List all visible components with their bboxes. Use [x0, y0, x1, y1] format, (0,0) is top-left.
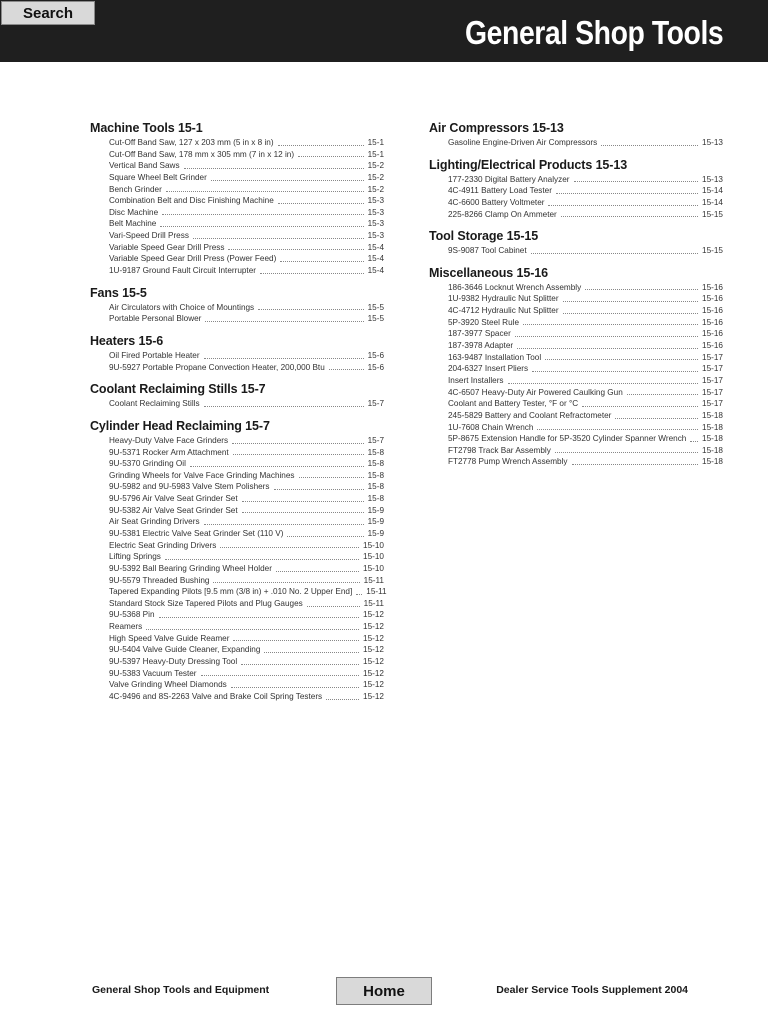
- entry-label: Square Wheel Belt Grinder: [109, 172, 207, 182]
- entry-label: Bench Grinder: [109, 184, 162, 194]
- dot-leader: [561, 216, 698, 217]
- dot-leader: [601, 145, 698, 146]
- entry-label: 4C-6507 Heavy-Duty Air Powered Caulking Gun: [448, 387, 623, 397]
- dot-leader: [615, 418, 698, 419]
- entry-page-number: 15-7: [367, 435, 384, 445]
- entry-label: Reamers: [109, 622, 143, 632]
- dot-leader: [517, 348, 698, 349]
- entry-page-number: 15-10: [363, 540, 384, 550]
- section-heading[interactable]: Lighting/Electrical Products 15-13: [429, 157, 628, 172]
- dot-leader: [232, 443, 364, 444]
- toc-entry[interactable]: [109, 362, 384, 374]
- toc-entry[interactable]: [109, 691, 384, 703]
- entry-page-number: 15-13: [702, 174, 723, 184]
- entry-label: Air Circulators with Choice of Mountings: [109, 302, 255, 312]
- entry-page-number: 15-12: [363, 691, 384, 701]
- section-heading[interactable]: Coolant Reclaiming Stills 15-7: [90, 382, 266, 397]
- entry-label: 225-8266 Clamp On Ammeter: [448, 209, 557, 219]
- toc-entry[interactable]: [109, 598, 384, 610]
- toc-entry[interactable]: [109, 679, 384, 691]
- toc-entry[interactable]: [448, 328, 723, 340]
- entry-label: Air Seat Grinding Drivers: [109, 517, 200, 527]
- entry-page-number: 15-1: [367, 149, 384, 159]
- dot-leader: [555, 452, 698, 453]
- search-button[interactable]: Search: [1, 1, 95, 25]
- dot-leader: [146, 629, 359, 630]
- entry-page-number: 15-18: [702, 434, 723, 444]
- entry-page-number: 15-6: [367, 350, 384, 360]
- footer-section-title: General Shop Tools and Equipment: [92, 984, 270, 996]
- dot-leader: [165, 559, 359, 560]
- toc-entry[interactable]: [109, 563, 384, 575]
- entry-label: 9U-5381 Electric Valve Seat Grinder Set (110 V): [109, 529, 284, 538]
- dot-leader: [201, 675, 360, 676]
- entry-list: [448, 174, 723, 221]
- toc-entry[interactable]: [448, 456, 723, 468]
- toc-entry[interactable]: [109, 516, 384, 528]
- dot-leader: [264, 652, 359, 653]
- toc-entry[interactable]: [448, 282, 723, 294]
- dot-leader: [258, 309, 363, 310]
- entry-label: 9U-5579 Threaded Bushing: [109, 575, 210, 585]
- toc-entry[interactable]: [109, 350, 384, 362]
- dot-leader: [298, 156, 364, 157]
- section-heading[interactable]: Heaters 15-6: [90, 333, 164, 348]
- entry-label: Grinding Wheels for Valve Face Grinding Machines: [109, 470, 295, 480]
- entry-label: 9U-5371 Rocker Arm Attachment: [109, 447, 229, 457]
- entry-label: 177-2330 Digital Battery Analyzer: [448, 174, 570, 184]
- entry-page-number: 15-18: [702, 422, 723, 432]
- toc-section: [90, 333, 384, 373]
- entry-page-number: 15-17: [702, 352, 723, 362]
- entry-list: [109, 435, 387, 703]
- dot-leader: [278, 203, 364, 204]
- toc-entry[interactable]: [109, 610, 384, 622]
- toc-entry[interactable]: [109, 435, 384, 447]
- entry-page-number: 15-2: [367, 172, 384, 182]
- toc-entry[interactable]: [109, 505, 384, 517]
- toc-entry[interactable]: [448, 245, 723, 257]
- entry-label: 9U-5382 Air Valve Seat Grinder Set: [109, 505, 238, 515]
- entry-label: FT2798 Track Bar Assembly: [448, 445, 551, 455]
- toc-entry[interactable]: [109, 230, 384, 242]
- entry-label: 187-3978 Adapter: [448, 341, 514, 351]
- section-heading[interactable]: Machine Tools 15-1: [90, 121, 203, 135]
- toc-section: [429, 120, 723, 149]
- entry-page-number: 15-6: [367, 362, 384, 372]
- toc-entry[interactable]: [448, 340, 723, 352]
- entry-label: 4C-4712 Hydraulic Nut Splitter: [448, 306, 559, 316]
- entry-label: 5P-8675 Extension Handle for 5P-3520 Cylinder Spanner Wrench: [448, 434, 687, 444]
- dot-leader: [532, 371, 698, 372]
- dot-leader: [537, 429, 698, 430]
- entry-label: 1U-9382 Hydraulic Nut Splitter: [448, 294, 559, 304]
- entry-page-number: 15-12: [363, 610, 384, 620]
- dot-leader: [241, 664, 359, 665]
- dot-leader: [572, 464, 699, 465]
- entry-page-number: 15-1: [367, 137, 384, 147]
- entry-label: Standard Stock Size Tapered Pilots and Plug Gauges: [109, 598, 303, 608]
- entry-label: 4C-9496 and 8S-2263 Valve and Brake Coil Spring Testers: [109, 691, 323, 701]
- dot-leader: [515, 336, 698, 337]
- dot-leader: [563, 313, 698, 314]
- entry-page-number: 15-4: [367, 254, 384, 264]
- toc-section: [429, 228, 723, 257]
- entry-list: [109, 398, 384, 410]
- toc-entry[interactable]: [109, 398, 384, 410]
- entry-label: Gasoline Engine-Driven Air Compressors: [448, 137, 598, 147]
- section-heading[interactable]: Tool Storage 15-15: [429, 229, 539, 244]
- entry-label: Variable Speed Gear Drill Press: [109, 242, 225, 252]
- toc-entry[interactable]: [109, 207, 384, 219]
- entry-label: Valve Grinding Wheel Diamonds: [109, 680, 227, 690]
- toc-entry[interactable]: [109, 172, 384, 184]
- entry-page-number: 15-11: [363, 575, 384, 585]
- toc-entry[interactable]: [109, 313, 384, 325]
- entry-label: 9U-5392 Ball Bearing Grinding Wheel Holder: [109, 563, 272, 573]
- dot-leader: [204, 406, 364, 407]
- entry-label: Disc Machine: [109, 207, 159, 217]
- entry-page-number: 15-16: [702, 341, 723, 351]
- toc-section: [429, 157, 723, 221]
- page-title: General Shop Tools: [464, 14, 723, 51]
- dot-leader: [220, 547, 359, 548]
- toc-entry[interactable]: [109, 253, 384, 265]
- toc-entry[interactable]: [109, 242, 384, 254]
- entry-page-number: 15-16: [702, 306, 723, 316]
- entry-label: FT2778 Pump Wrench Assembly: [448, 457, 568, 467]
- entry-page-number: 15-7: [367, 399, 384, 409]
- toc-entry[interactable]: [109, 644, 384, 656]
- dot-leader: [260, 273, 364, 274]
- entry-page-number: 15-15: [702, 246, 723, 256]
- dot-leader: [184, 168, 364, 169]
- entry-page-number: 15-12: [363, 668, 384, 678]
- entry-page-number: 15-18: [702, 410, 723, 420]
- entry-page-number: 15-8: [367, 482, 384, 492]
- entry-page-number: 15-9: [367, 517, 384, 527]
- entry-label: Vari-Speed Drill Press: [109, 231, 189, 241]
- entry-label: 9U-5368 Pin: [109, 610, 155, 620]
- dot-leader: [523, 324, 698, 325]
- entry-page-number: 15-4: [367, 242, 384, 252]
- entry-label: Lifting Springs: [109, 552, 161, 562]
- toc-entry[interactable]: [109, 470, 384, 482]
- dot-leader: [287, 536, 363, 537]
- entry-label: 9U-5796 Air Valve Seat Grinder Set: [109, 494, 238, 504]
- dot-leader: [193, 238, 364, 239]
- dot-leader: [280, 261, 363, 262]
- dot-leader: [242, 501, 364, 502]
- entry-label: Variable Speed Gear Drill Press (Power Feed): [109, 254, 277, 264]
- entry-page-number: 15-16: [702, 329, 723, 339]
- entry-page-number: 15-8: [367, 494, 384, 504]
- entry-label: 9U-5397 Heavy-Duty Dressing Tool: [109, 657, 238, 667]
- entry-list: [448, 245, 723, 257]
- entry-page-number: 15-3: [367, 231, 384, 241]
- toc-entry[interactable]: [109, 458, 384, 470]
- entry-label: Heavy-Duty Valve Face Grinders: [109, 435, 229, 445]
- header-bar: [0, 0, 768, 62]
- toc-entry[interactable]: [109, 137, 384, 149]
- toc-entry[interactable]: [448, 422, 723, 434]
- dot-leader: [242, 512, 364, 513]
- entry-page-number: 15-11: [363, 598, 384, 608]
- dot-leader: [204, 358, 364, 359]
- dot-leader: [160, 226, 363, 227]
- toc-entry[interactable]: [109, 218, 384, 230]
- entry-page-number: 15-16: [702, 282, 723, 292]
- dot-leader: [548, 205, 698, 206]
- toc-section: [90, 120, 384, 277]
- entry-page-number: 15-11: [366, 587, 387, 597]
- toc-entry[interactable]: [109, 575, 384, 587]
- entry-page-number: 15-8: [367, 459, 384, 469]
- dot-leader: [508, 383, 699, 384]
- entry-page-number: 15-16: [702, 294, 723, 304]
- dot-leader: [233, 640, 359, 641]
- entry-label: Cut-Off Band Saw, 127 x 203 mm (5 in x 8 in): [109, 137, 274, 147]
- dot-leader: [307, 606, 360, 607]
- dot-leader: [166, 191, 364, 192]
- entry-label: Electric Seat Grinding Drivers: [109, 540, 217, 550]
- entry-label: Cut-Off Band Saw, 178 mm x 305 mm (7 in x 12 in): [109, 149, 295, 159]
- entry-label: Coolant and Battery Tester, °F or °C: [448, 399, 579, 409]
- entry-label: Portable Personal Blower: [109, 314, 202, 324]
- entry-page-number: 15-3: [367, 219, 384, 229]
- toc-left-column: [90, 120, 387, 711]
- toc-entry[interactable]: [448, 375, 723, 387]
- toc-entry[interactable]: [109, 586, 387, 598]
- toc-section: [90, 285, 384, 325]
- toc-entry[interactable]: [448, 398, 723, 410]
- dot-leader: [690, 441, 698, 442]
- dot-leader: [356, 594, 362, 595]
- dot-leader: [556, 193, 698, 194]
- dot-leader: [299, 477, 364, 478]
- entry-label: Combination Belt and Disc Finishing Machine: [109, 196, 274, 206]
- entry-label: Tapered Expanding Pilots [9.5 mm (3/8 in) + .010 No. 2 Upper End]: [109, 587, 353, 597]
- dot-leader: [531, 253, 698, 254]
- entry-page-number: 15-12: [363, 622, 384, 632]
- entry-label: 4C-4911 Battery Load Tester: [448, 186, 552, 196]
- toc-entry[interactable]: [448, 433, 723, 445]
- entry-page-number: 15-17: [702, 399, 723, 409]
- toc-section: [90, 418, 387, 703]
- toc-entry[interactable]: [109, 160, 384, 172]
- entry-page-number: 15-10: [363, 552, 384, 562]
- entry-page-number: 15-18: [702, 457, 723, 467]
- section-heading[interactable]: Fans 15-5: [90, 285, 147, 300]
- dot-leader: [228, 249, 363, 250]
- entry-label: Coolant Reclaiming Stills: [109, 399, 200, 409]
- section-heading[interactable]: Cylinder Head Reclaiming 15-7: [90, 418, 270, 433]
- entry-label: 9U-5982 and 9U-5983 Valve Stem Polishers: [109, 482, 270, 492]
- entry-page-number: 15-18: [702, 445, 723, 455]
- dot-leader: [204, 524, 364, 525]
- toc-entry[interactable]: [109, 149, 384, 161]
- entry-label: Vertical Band Saws: [109, 161, 180, 171]
- dot-leader: [574, 181, 699, 182]
- toc-entry[interactable]: [109, 481, 384, 493]
- entry-label: Insert Installers: [448, 375, 504, 385]
- section-heading[interactable]: Miscellaneous 15-16: [429, 265, 548, 280]
- entry-page-number: 15-16: [702, 317, 723, 327]
- toc-entry[interactable]: [109, 184, 384, 196]
- entry-label: High Speed Valve Guide Reamer: [109, 633, 230, 643]
- entry-page-number: 15-15: [702, 209, 723, 219]
- entry-label: Oil Fired Portable Heater: [109, 350, 200, 360]
- toc-entry[interactable]: [109, 528, 384, 540]
- entry-label: 5P-3920 Steel Rule: [448, 317, 520, 327]
- dot-leader: [274, 489, 364, 490]
- entry-label: 9U-5404 Valve Guide Cleaner, Expanding: [109, 645, 261, 655]
- entry-page-number: 15-12: [363, 633, 384, 643]
- entry-label: 204-6327 Insert Pliers: [448, 364, 529, 374]
- entry-label: Belt Machine: [109, 219, 157, 229]
- entry-label: 1U-7608 Chain Wrench: [448, 422, 534, 432]
- entry-page-number: 15-17: [702, 387, 723, 397]
- entry-label: 9U-5383 Vacuum Tester: [109, 668, 197, 678]
- entry-page-number: 15-9: [367, 505, 384, 515]
- entry-page-number: 15-17: [702, 364, 723, 374]
- entry-page-number: 15-8: [367, 470, 384, 480]
- dot-leader: [213, 582, 359, 583]
- toc-entry[interactable]: [109, 195, 384, 207]
- entry-page-number: 15-4: [367, 266, 384, 276]
- dot-leader: [190, 466, 364, 467]
- toc-entry[interactable]: [448, 137, 723, 149]
- footer-publication-title: Dealer Service Tools Supplement 2004: [496, 984, 688, 996]
- entry-page-number: 15-17: [702, 375, 723, 385]
- toc-entry[interactable]: [448, 363, 723, 375]
- entry-page-number: 15-12: [363, 680, 384, 690]
- entry-label: 186-3646 Locknut Wrench Assembly: [448, 282, 582, 292]
- entry-label: 4C-6600 Battery Voltmeter: [448, 197, 545, 207]
- toc-entry[interactable]: [448, 209, 723, 221]
- toc-entry[interactable]: [448, 317, 723, 329]
- toc-entry[interactable]: [109, 493, 384, 505]
- dot-leader: [205, 321, 363, 322]
- entry-page-number: 15-2: [367, 184, 384, 194]
- section-heading[interactable]: Air Compressors 15-13: [429, 121, 564, 135]
- toc-entry[interactable]: [448, 197, 723, 209]
- dot-leader: [233, 454, 364, 455]
- toc-right-column: [429, 120, 723, 476]
- toc-entry[interactable]: [448, 305, 723, 317]
- home-button[interactable]: Home: [336, 977, 432, 1005]
- entry-label: 245-5829 Battery and Coolant Refractometer: [448, 410, 612, 420]
- dot-leader: [159, 617, 360, 618]
- toc-entry[interactable]: [448, 293, 723, 305]
- toc-entry[interactable]: [448, 185, 723, 197]
- dot-leader: [326, 699, 359, 700]
- entry-label: 9S-9087 Tool Cabinet: [448, 246, 527, 256]
- entry-page-number: 15-5: [367, 314, 384, 324]
- toc-entry[interactable]: [448, 174, 723, 186]
- dot-leader: [545, 359, 698, 360]
- entry-label: 9U-5927 Portable Propane Convection Heater, 200,000 Btu: [109, 362, 325, 372]
- toc-entry[interactable]: [448, 352, 723, 364]
- toc-entry[interactable]: [448, 410, 723, 422]
- toc-entry[interactable]: [109, 668, 384, 680]
- entry-page-number: 15-12: [363, 657, 384, 667]
- entry-page-number: 15-8: [367, 447, 384, 457]
- dot-leader: [211, 180, 364, 181]
- entry-list: [448, 137, 723, 149]
- toc-entry[interactable]: [109, 551, 384, 563]
- dot-leader: [582, 406, 698, 407]
- toc-section: [90, 381, 384, 410]
- entry-page-number: 15-5: [367, 302, 384, 312]
- entry-label: 163-9487 Installation Tool: [448, 352, 542, 362]
- toc-entry[interactable]: [109, 265, 384, 277]
- entry-page-number: 15-14: [702, 197, 723, 207]
- dot-leader: [585, 289, 698, 290]
- dot-leader: [162, 214, 363, 215]
- toc-entry[interactable]: [109, 447, 384, 459]
- entry-page-number: 15-9: [367, 529, 384, 538]
- entry-page-number: 15-3: [367, 207, 384, 217]
- entry-page-number: 15-2: [367, 161, 384, 171]
- entry-list: [448, 282, 723, 468]
- dot-leader: [329, 369, 364, 370]
- dot-leader: [231, 687, 359, 688]
- entry-list: [109, 137, 384, 277]
- toc-entry[interactable]: [448, 387, 723, 399]
- dot-leader: [276, 571, 359, 572]
- entry-list: [109, 350, 384, 373]
- entry-page-number: 15-12: [363, 645, 384, 655]
- entry-page-number: 15-14: [702, 186, 723, 196]
- toc-entry[interactable]: [109, 302, 384, 314]
- entry-list: [109, 302, 384, 325]
- toc-entry[interactable]: [448, 445, 723, 457]
- entry-page-number: 15-13: [702, 137, 723, 147]
- entry-label: 9U-5370 Grinding Oil: [109, 459, 186, 469]
- dot-leader: [627, 394, 698, 395]
- entry-page-number: 15-10: [363, 563, 384, 573]
- entry-label: 187-3977 Spacer: [448, 329, 511, 339]
- toc-entry[interactable]: [109, 656, 384, 668]
- entry-page-number: 15-3: [367, 196, 384, 206]
- toc-section: [429, 265, 723, 468]
- dot-leader: [278, 145, 364, 146]
- toc-entry[interactable]: [109, 633, 384, 645]
- toc-entry[interactable]: [109, 540, 384, 552]
- toc-entry[interactable]: [109, 621, 384, 633]
- entry-label: 1U-9187 Ground Fault Circuit Interrupter: [109, 266, 256, 276]
- dot-leader: [563, 301, 698, 302]
